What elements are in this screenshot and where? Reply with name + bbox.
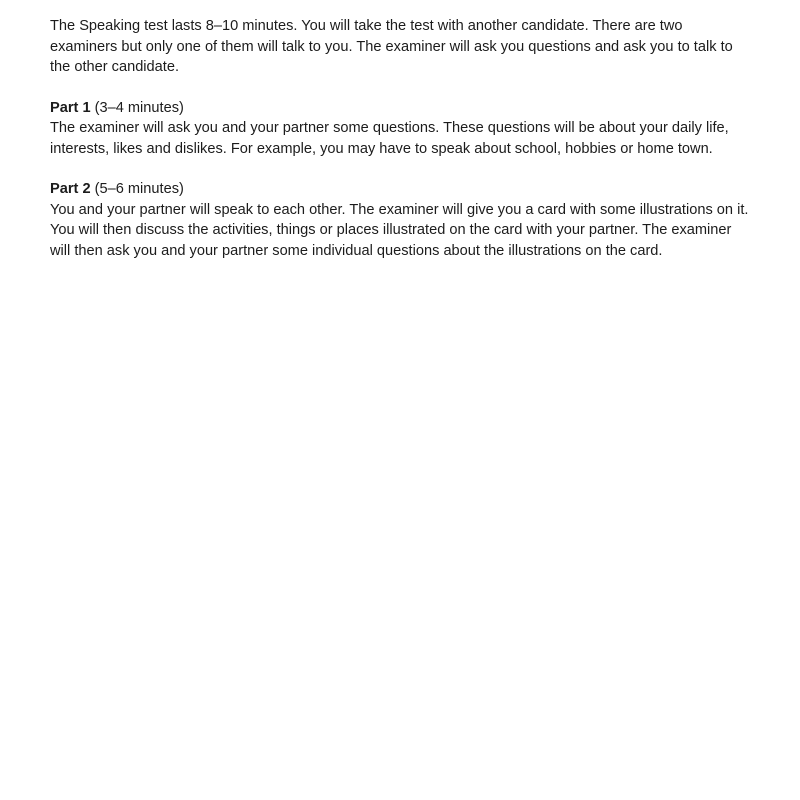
part-1-duration: (3–4 minutes) xyxy=(94,99,184,116)
part-2-duration: (5–6 minutes) xyxy=(94,181,184,197)
part-1-heading xyxy=(50,98,750,119)
part-2-heading xyxy=(50,179,750,200)
intro-paragraph: The Speaking test lasts 8–10 minutes. You will take the test with another candidate. There are two examiners but only one of them will talk to you. The examiner will ask you questions and ask you to talk to the other candidate. xyxy=(50,18,733,75)
part-1-section xyxy=(50,98,750,160)
document-page xyxy=(50,16,750,281)
part-1-text: The examiner will ask you and your partner some questions. These questions will be about your daily life, interests, likes and dislikes. For example, you may have to speak about school, hobbies or home town. xyxy=(50,120,729,157)
part-2-section xyxy=(50,179,750,261)
part-2-text: You and your partner will speak to each other. The examiner will give you a card with some illustrations on it. You will then discuss the activities, things or places illustrated on the card with your partner. The examiner will then ask you and your partner some individual questions about the illustrations on the card. xyxy=(50,201,749,259)
part-1-label: Part 1 xyxy=(50,99,91,116)
part-2-label: Part 2 xyxy=(50,181,91,197)
